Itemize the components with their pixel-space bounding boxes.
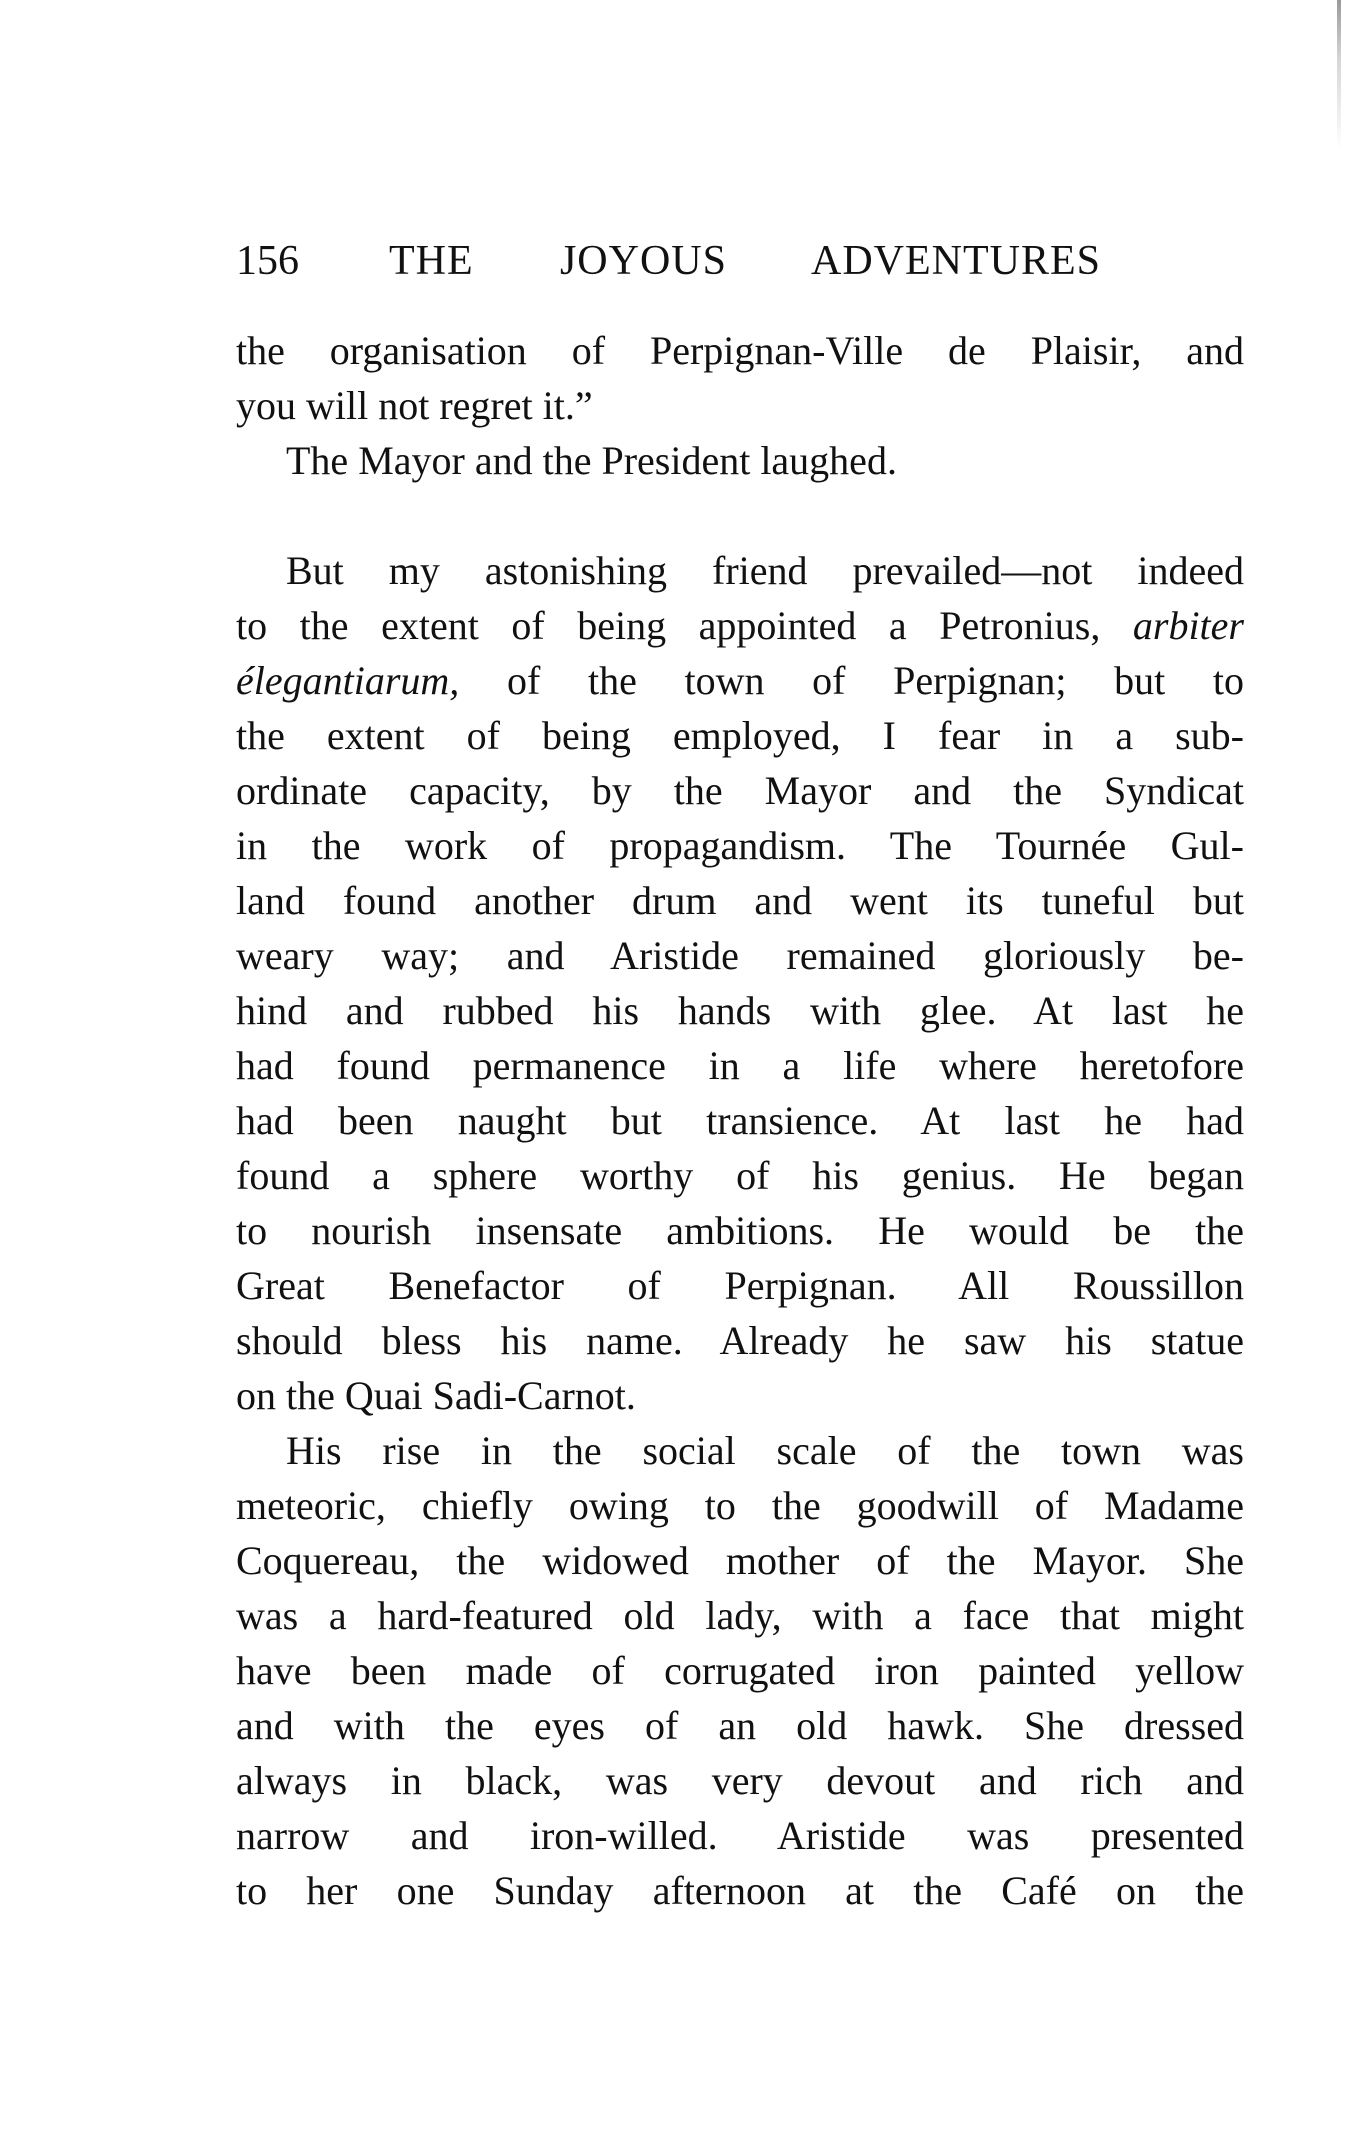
text-segment: on the Quai Sadi-Carnot. (236, 1373, 636, 1418)
text-line (236, 983, 1244, 1038)
text-segment: should bless his name. Already he saw his statue (236, 1318, 1244, 1363)
text-line (236, 763, 1244, 818)
text-segment: the extent of being employed, I fear in a sub- (236, 713, 1244, 758)
text-line (236, 433, 1244, 488)
text-line (236, 708, 1244, 763)
text-segment: Great Benefactor of Perpignan. All Roussillon (236, 1263, 1244, 1308)
text-line (236, 1808, 1244, 1863)
text-line (236, 1533, 1244, 1588)
text-segment: in the work of propagandism. The Tournée Gul- (236, 823, 1244, 868)
text-segment: land found another drum and went its tuneful but (236, 878, 1244, 923)
text-segment: the organisation of Perpignan-Ville de Plaisir, and (236, 328, 1244, 373)
text-line (236, 1368, 1244, 1423)
text-segment: was a hard-featured old lady, with a face that might (236, 1593, 1244, 1638)
text-line (236, 653, 1244, 708)
text-line (236, 1093, 1244, 1148)
text-line (236, 1258, 1244, 1313)
text-line (236, 1148, 1244, 1203)
text-segment: always in black, was very devout and rich and (236, 1758, 1244, 1803)
text-segment: weary way; and Aristide remained gloriously be- (236, 933, 1244, 978)
text-segment: The Mayor and the President laughed. (286, 438, 897, 483)
text-line (236, 1643, 1244, 1698)
text-segment: His rise in the social scale of the town was (286, 1428, 1244, 1473)
text-line (236, 1863, 1244, 1918)
text-line (236, 1038, 1244, 1093)
text-line (236, 1423, 1244, 1478)
text-line (236, 598, 1244, 653)
text-segment: Coquereau, the widowed mother of the Mayor. She (236, 1538, 1244, 1583)
text-segment: to her one Sunday afternoon at the Café on the (236, 1868, 1244, 1913)
text-segment: of the town of Perpignan; but to (459, 658, 1244, 703)
text-segment: you will not regret it.” (236, 383, 593, 428)
italic-text: élegantiarum, (236, 658, 460, 703)
text-line (236, 1203, 1244, 1258)
text-segment: to nourish insensate ambitions. He would be the (236, 1208, 1244, 1253)
text-line (236, 1753, 1244, 1808)
text-segment: meteoric, chiefly owing to the goodwill of Madame (236, 1483, 1244, 1528)
text-segment: ordinate capacity, by the Mayor and the Syndicat (236, 768, 1244, 813)
text-segment: and with the eyes of an old hawk. She dressed (236, 1703, 1244, 1748)
text-line (236, 818, 1244, 873)
italic-text: arbiter (1132, 603, 1244, 648)
text-segment: to the extent of being appointed a Petronius, (236, 603, 1133, 648)
text-segment: But my astonishing friend prevailed—not indeed (286, 548, 1244, 593)
text-line (236, 928, 1244, 983)
text-line (236, 1313, 1244, 1368)
text-line (236, 323, 1244, 378)
text-segment: narrow and iron-willed. Aristide was presented (236, 1813, 1244, 1858)
text-line (236, 378, 1244, 433)
text-segment: had been naught but transience. At last he had (236, 1098, 1244, 1143)
text-line (236, 873, 1244, 928)
running-title: THE JOYOUS ADVENTURES (389, 238, 1101, 284)
text-line (236, 1588, 1244, 1643)
text-line (236, 1478, 1244, 1533)
text-segment: hind and rubbed his hands with glee. At last he (236, 988, 1244, 1033)
text-line (236, 1698, 1244, 1753)
text-segment: found a sphere worthy of his genius. He began (236, 1153, 1244, 1198)
text-segment: have been made of corrugated iron painted yellow (236, 1648, 1244, 1693)
scan-edge-artifact (1337, 0, 1341, 150)
text-line (236, 543, 1244, 598)
page-number: 156 (236, 238, 299, 284)
text-segment: had found permanence in a life where heretofore (236, 1043, 1244, 1088)
